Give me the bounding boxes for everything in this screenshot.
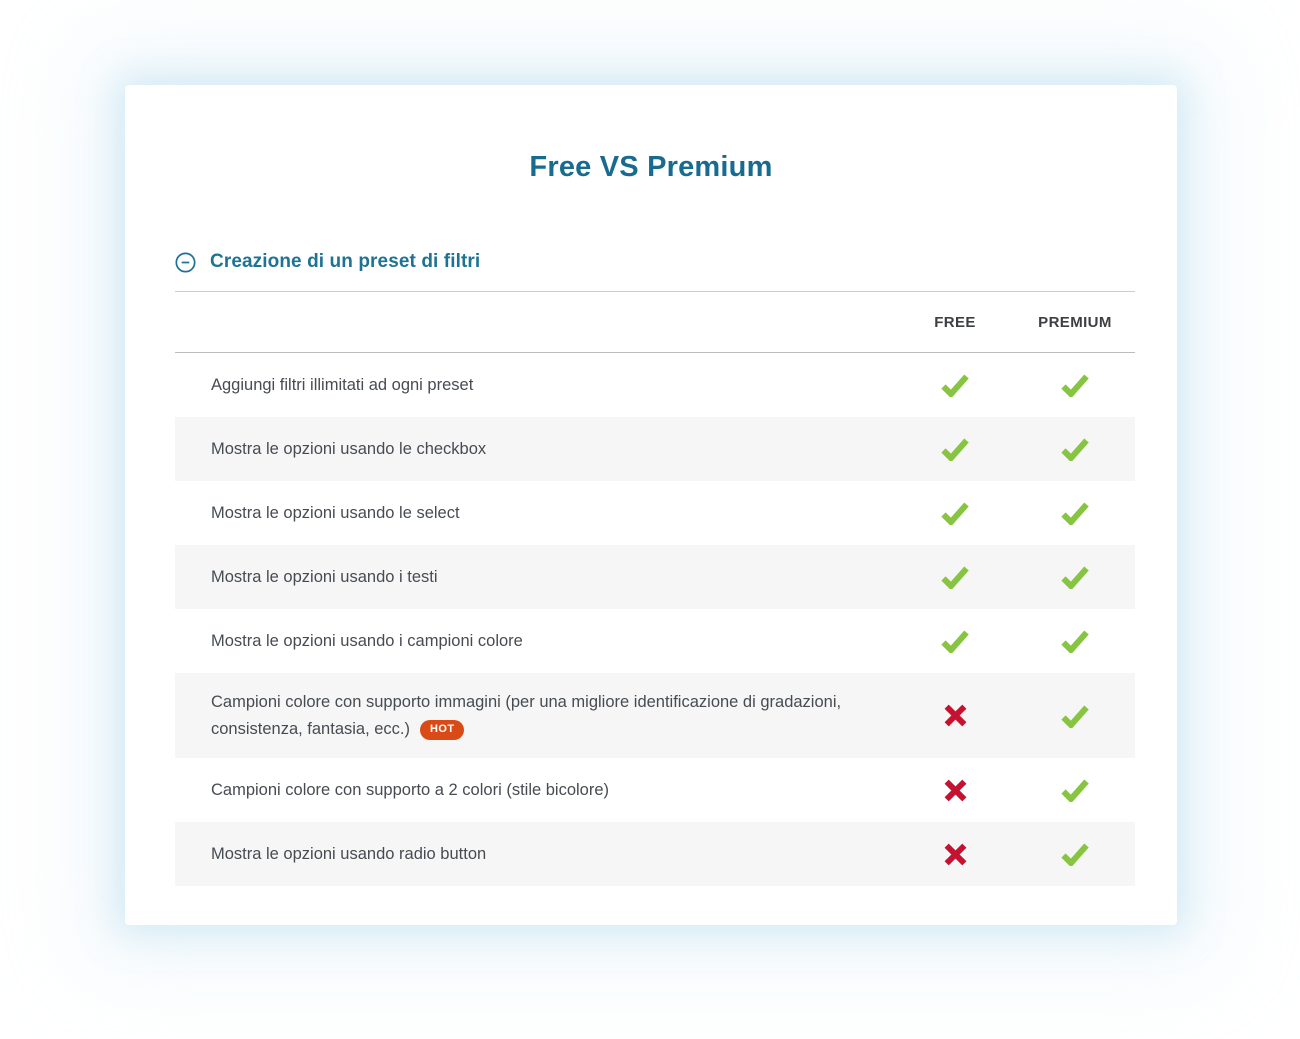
premium-cell <box>1015 417 1135 481</box>
check-icon <box>1060 373 1090 397</box>
check-icon <box>940 373 970 397</box>
section-title: Creazione di un preset di filtri <box>210 251 481 272</box>
feature-cell <box>175 767 895 814</box>
feature-table-body <box>175 353 1135 886</box>
table-row <box>175 481 1135 545</box>
free-cell <box>895 481 1015 545</box>
free-cell <box>895 417 1015 481</box>
table-header-row <box>175 292 1135 353</box>
premium-cell <box>1015 545 1135 609</box>
check-icon <box>940 565 970 589</box>
free-cell <box>895 673 1015 758</box>
feature-label: Mostra le opzioni usando le checkbox <box>211 439 487 458</box>
free-cell <box>895 758 1015 822</box>
comparison-card <box>125 85 1177 925</box>
minus-circle-icon[interactable] <box>175 252 196 273</box>
premium-cell <box>1015 609 1135 673</box>
feature-cell <box>175 426 895 473</box>
feature-label: Mostra le opzioni usando radio button <box>211 844 487 863</box>
feature-cell <box>175 831 895 878</box>
premium-cell <box>1015 481 1135 545</box>
check-icon <box>940 629 970 653</box>
table-row <box>175 545 1135 609</box>
feature-label: Mostra le opzioni usando le select <box>211 503 460 522</box>
check-icon <box>1060 565 1090 589</box>
table-row <box>175 609 1135 673</box>
page-title: Free VS Premium <box>529 151 773 183</box>
table-row <box>175 822 1135 886</box>
feature-label: Campioni colore con supporto a 2 colori (stile bicolore) <box>211 780 610 799</box>
check-icon <box>1060 501 1090 525</box>
feature-cell <box>175 618 895 665</box>
cross-icon <box>943 703 968 728</box>
premium-cell <box>1015 822 1135 886</box>
check-icon <box>1060 778 1090 802</box>
free-cell <box>895 609 1015 673</box>
check-icon <box>1060 629 1090 653</box>
feature-cell <box>175 362 895 409</box>
premium-cell <box>1015 758 1135 822</box>
section-header-toggle[interactable] <box>175 251 1135 273</box>
feature-label: Aggiungi filtri illimitati ad ogni preset <box>211 375 474 394</box>
check-icon <box>1060 842 1090 866</box>
premium-cell <box>1015 673 1135 758</box>
free-cell <box>895 545 1015 609</box>
table-row <box>175 353 1135 417</box>
hot-badge: HOT <box>420 720 464 740</box>
feature-label: Campioni colore con supporto immagini (per una migliore identificazione di gradazioni, consistenza, fantasia, ecc.) <box>211 692 842 738</box>
check-icon <box>1060 437 1090 461</box>
check-icon <box>940 501 970 525</box>
cross-icon <box>943 778 968 803</box>
feature-label: Mostra le opzioni usando i testi <box>211 567 438 586</box>
free-cell <box>895 822 1015 886</box>
table-row <box>175 758 1135 822</box>
column-header-free: FREE <box>934 313 976 331</box>
premium-cell <box>1015 353 1135 417</box>
column-header-premium: PREMIUM <box>1038 313 1112 331</box>
feature-cell <box>175 679 895 753</box>
feature-cell <box>175 554 895 601</box>
free-cell <box>895 353 1015 417</box>
feature-label: Mostra le opzioni usando i campioni colore <box>211 631 523 650</box>
cross-icon <box>943 842 968 867</box>
table-row <box>175 417 1135 481</box>
check-icon <box>940 437 970 461</box>
comparison-section <box>175 251 1135 886</box>
check-icon <box>1060 704 1090 728</box>
table-row <box>175 673 1135 758</box>
feature-cell <box>175 490 895 537</box>
